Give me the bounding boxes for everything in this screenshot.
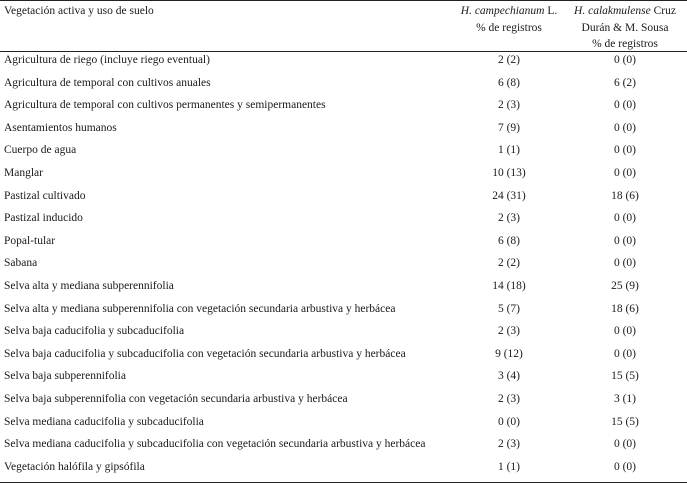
campechianum-cell: 2 (2) — [497, 257, 521, 270]
table-row — [0, 346, 687, 369]
campechianum-cell: 2 (3) — [497, 99, 521, 112]
header-campechianum — [447, 3, 571, 37]
calakmulense-cell: 0 (0) — [613, 438, 637, 451]
land-use-cell: Selva alta y mediana subperennifolia — [4, 279, 174, 292]
header-land-use: Vegetación activa y uso de suelo — [4, 5, 154, 17]
calakmulense-cell: 15 (5) — [611, 370, 639, 383]
campechianum-cell: 24 (31) — [492, 189, 526, 202]
header-calakmulense-sub: % de registros — [592, 38, 658, 50]
table-row — [0, 368, 687, 391]
table-header — [0, 1, 687, 51]
calakmulense-cell: 18 (6) — [611, 302, 639, 315]
calakmulense-cell: 0 (0) — [613, 460, 637, 473]
calakmulense-cell: 3 (1) — [613, 392, 637, 405]
header-campechianum-title — [447, 3, 571, 20]
land-use-cell: Pastizal cultivado — [4, 189, 86, 202]
table-row — [0, 278, 687, 301]
table-row — [0, 120, 687, 143]
calakmulense-cell: 6 (2) — [613, 76, 637, 89]
land-use-cell: Selva baja subperennifolia con vegetación secundaria arbustiva y herbácea — [4, 392, 348, 405]
land-use-cell: Asentamientos humanos — [4, 121, 117, 134]
calakmulense-cell: 0 (0) — [613, 212, 637, 225]
header-campechianum-sub: % de registros — [476, 22, 542, 34]
land-use-cell: Agricultura de temporal con cultivos anuales — [4, 76, 211, 89]
table-row — [0, 436, 687, 459]
campechianum-cell: 5 (7) — [497, 302, 521, 315]
campechianum-cell: 14 (18) — [492, 279, 526, 292]
calakmulense-cell: 25 (9) — [611, 279, 639, 292]
campechianum-cell: 6 (8) — [497, 76, 521, 89]
land-use-cell: Selva baja subperennifolia — [4, 370, 126, 383]
campechianum-cell: 1 (1) — [497, 460, 521, 473]
campechianum-cell: 7 (9) — [497, 121, 521, 134]
table-row — [0, 255, 687, 278]
header-calakmulense — [566, 3, 684, 53]
land-use-cell: Selva baja caducifolia y subcaducifolia — [4, 325, 185, 338]
land-use-cell: Selva mediana caducifolia y subcaducifolia — [4, 415, 204, 428]
header-calakmulense-title — [566, 3, 684, 20]
calakmulense-cell: 0 (0) — [613, 325, 637, 338]
calakmulense-cell: 18 (6) — [611, 189, 639, 202]
table-row — [0, 233, 687, 256]
campechianum-species-name: H. campechianum — [460, 5, 545, 17]
campechianum-cell: 3 (4) — [497, 370, 521, 383]
calakmulense-cell: 0 (0) — [613, 257, 637, 270]
land-use-cell: Manglar — [4, 166, 43, 179]
table-row — [0, 142, 687, 165]
land-use-cell: Selva baja caducifolia y subcaducifolia con vegetación secundaria arbustiva y herbácea — [4, 347, 406, 360]
calakmulense-cell: 15 (5) — [611, 415, 639, 428]
table-row — [0, 323, 687, 346]
land-use-cell: Pastizal inducido — [4, 212, 83, 225]
table-body — [0, 52, 687, 481]
table-row — [0, 188, 687, 211]
campechianum-cell: 9 (12) — [495, 347, 523, 360]
calakmulense-author-1: Cruz — [650, 5, 676, 17]
table-row — [0, 97, 687, 120]
campechianum-author: L. — [544, 5, 558, 17]
table-row — [0, 75, 687, 98]
calakmulense-cell: 0 (0) — [613, 234, 637, 247]
land-use-cell: Cuerpo de agua — [4, 144, 77, 157]
campechianum-cell: 2 (3) — [497, 392, 521, 405]
calakmulense-cell: 0 (0) — [613, 54, 637, 66]
land-use-cell: Popal-tular — [4, 234, 56, 247]
campechianum-cell: 2 (3) — [497, 438, 521, 451]
table-bottom-rule — [0, 482, 687, 483]
campechianum-cell: 2 (3) — [497, 212, 521, 225]
land-use-cell: Selva alta y mediana subperennifolia con vegetación secundaria arbustiva y herbácea — [4, 302, 396, 315]
calakmulense-species-name: H. calakmulense — [574, 5, 651, 17]
calakmulense-cell: 0 (0) — [613, 121, 637, 134]
land-use-cell: Agricultura de riego (incluye riego eventual) — [4, 54, 210, 66]
table-row — [0, 52, 687, 75]
campechianum-cell: 1 (1) — [497, 144, 521, 157]
calakmulense-cell: 0 (0) — [613, 166, 637, 179]
calakmulense-cell: 0 (0) — [613, 347, 637, 360]
campechianum-cell: 0 (0) — [497, 415, 521, 428]
land-use-cell: Selva mediana caducifolia y subcaducifolia con vegetación secundaria arbustiva y herbácea — [4, 438, 426, 451]
campechianum-cell: 2 (2) — [497, 54, 521, 66]
campechianum-cell: 10 (13) — [492, 166, 526, 179]
land-use-cell: Sabana — [4, 257, 38, 270]
table-row — [0, 301, 687, 324]
land-use-cell: Agricultura de temporal con cultivos permanentes y semipermanentes — [4, 99, 326, 112]
land-use-cell: Vegetación halófila y gipsófila — [4, 460, 145, 473]
table-row — [0, 165, 687, 188]
campechianum-cell: 6 (8) — [497, 234, 521, 247]
table-row — [0, 391, 687, 414]
calakmulense-cell: 0 (0) — [613, 99, 637, 112]
campechianum-cell: 2 (3) — [497, 325, 521, 338]
table-row — [0, 414, 687, 437]
table-row — [0, 210, 687, 233]
table-row — [0, 459, 687, 482]
calakmulense-author-2: Durán & M. Sousa — [581, 21, 669, 34]
calakmulense-cell: 0 (0) — [613, 144, 637, 157]
